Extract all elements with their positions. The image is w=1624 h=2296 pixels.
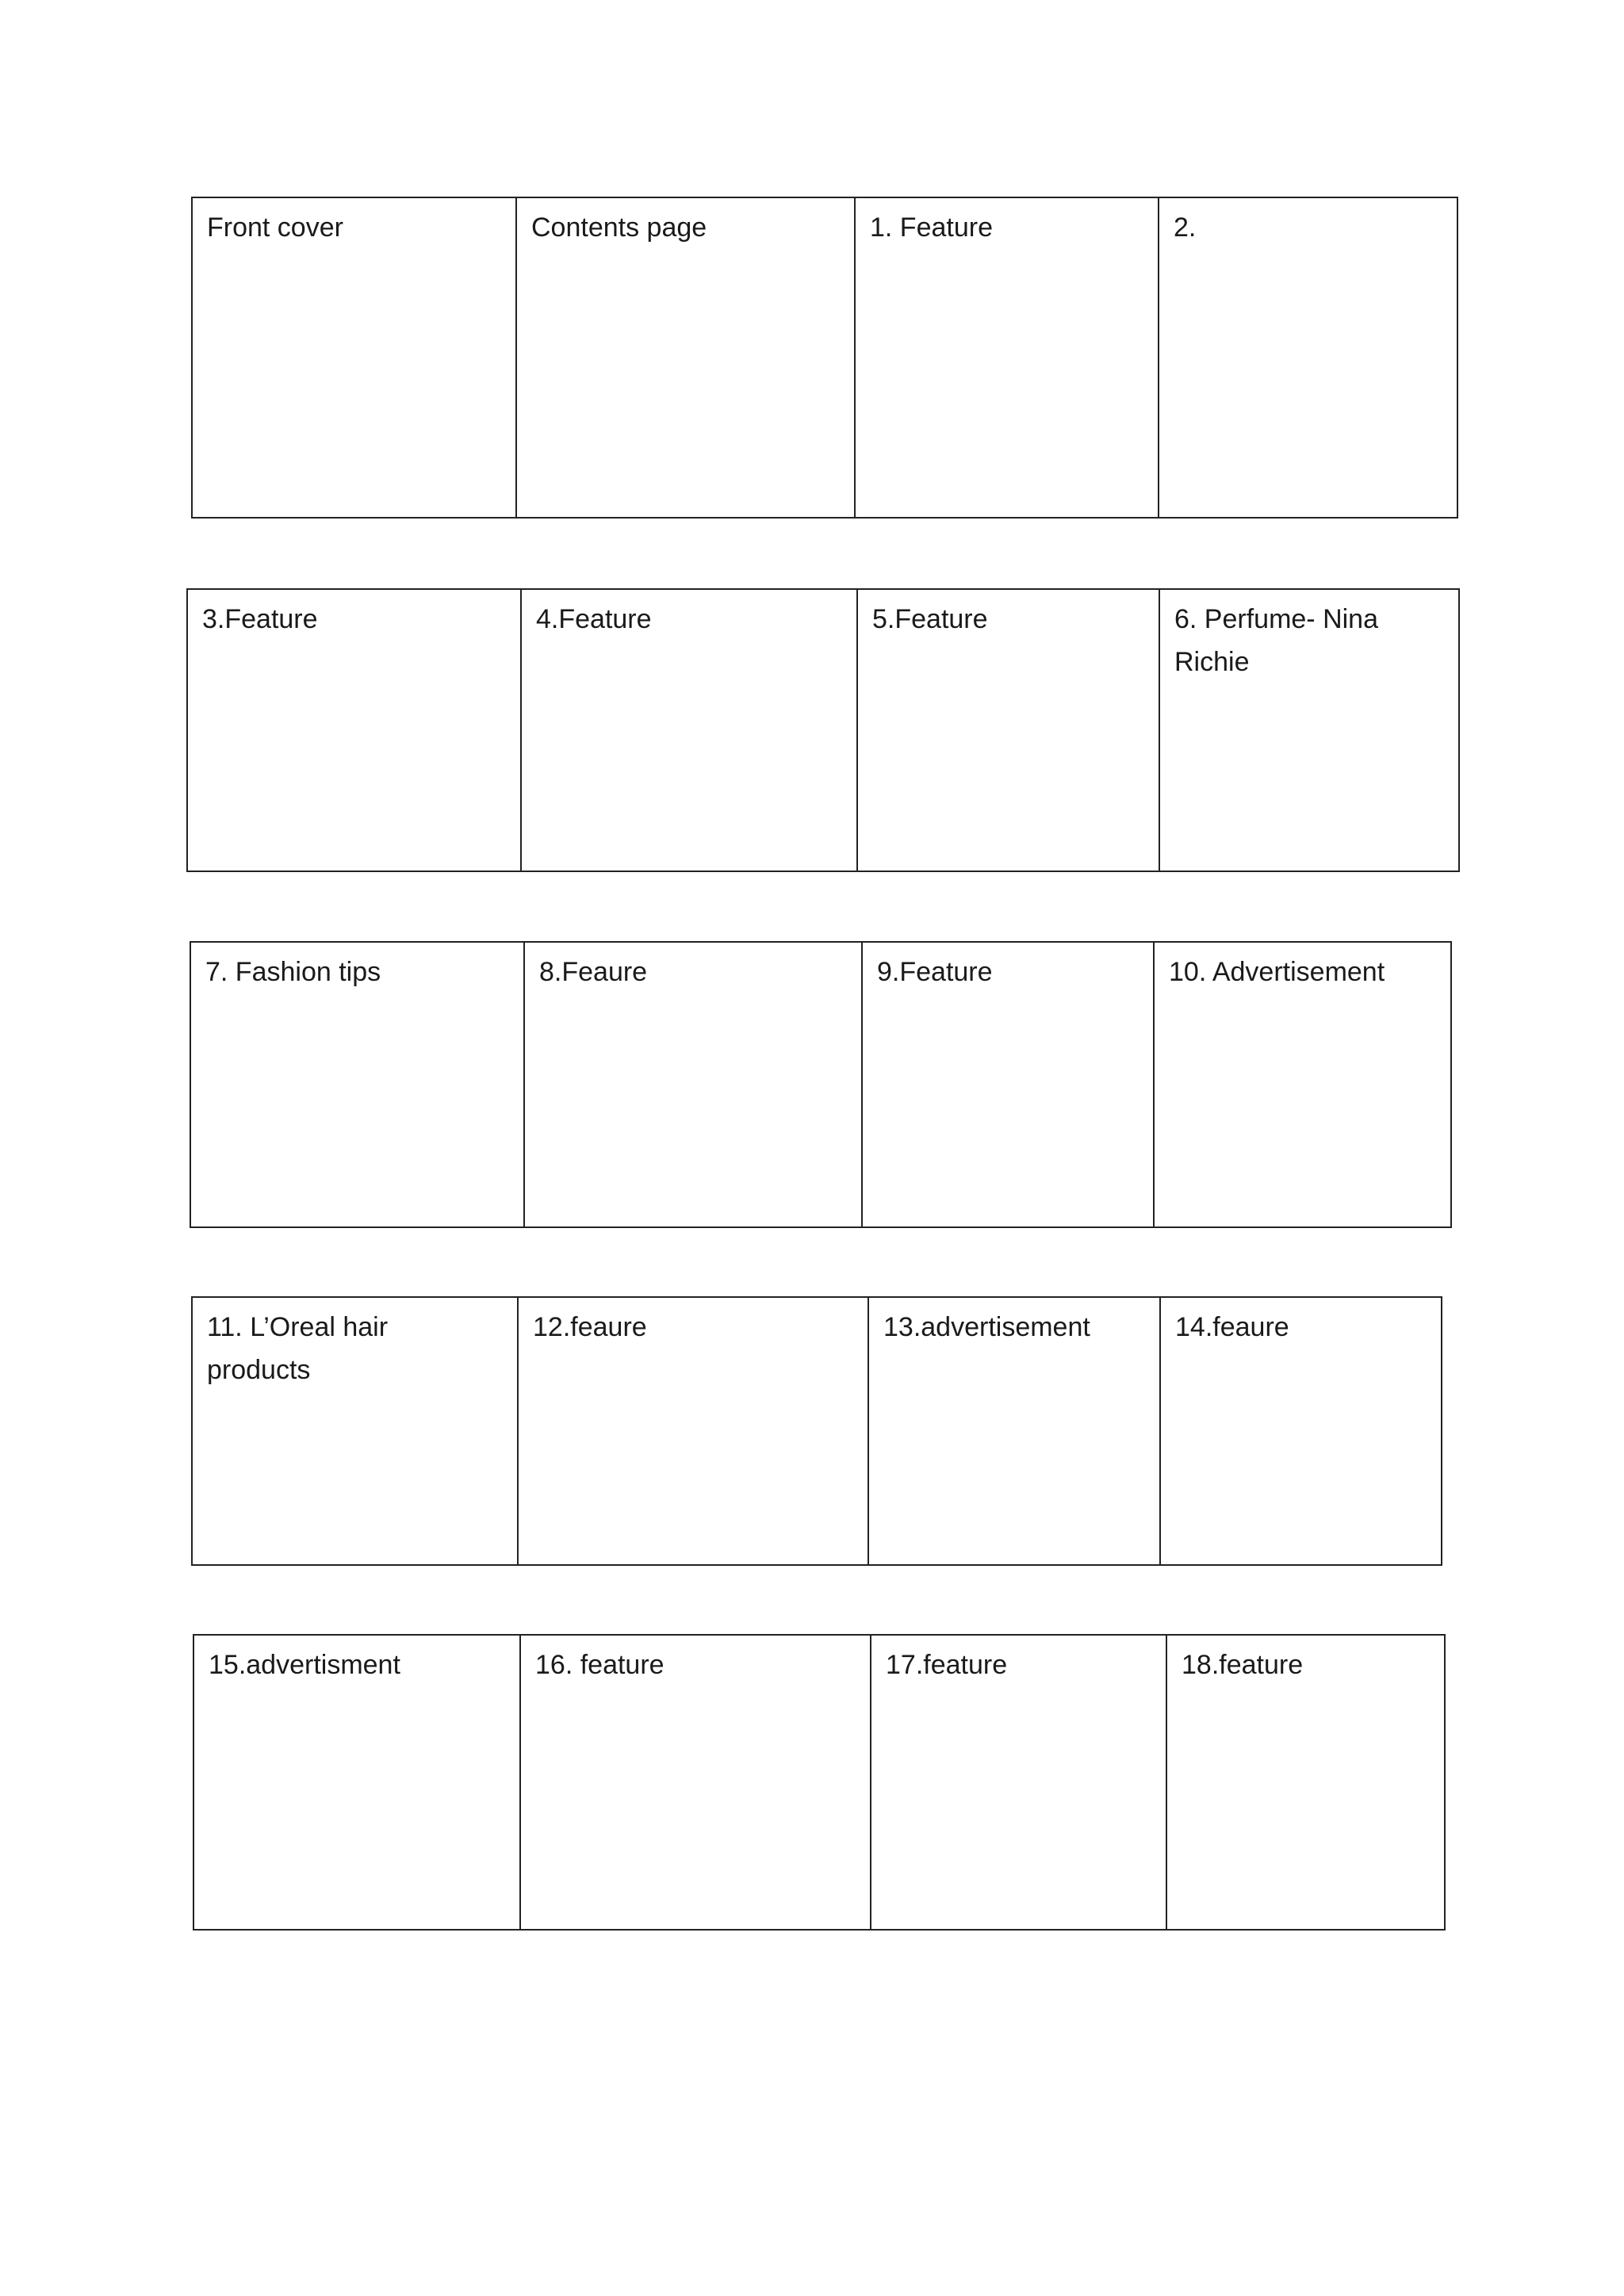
cell-label: 7. Fashion tips <box>205 957 381 987</box>
cell-page-7 <box>190 942 524 1227</box>
cell-page-9 <box>862 942 1154 1227</box>
cell-label: Front cover <box>207 212 343 243</box>
cell-label: 10. Advertisement <box>1169 957 1385 987</box>
cell-page-16 <box>520 1635 871 1930</box>
cell-front-cover <box>192 197 516 518</box>
cell-label: 5.Feature <box>872 604 988 634</box>
cell-label: Contents page <box>531 212 707 243</box>
page-plan-table-3 <box>190 941 1452 1228</box>
cell-label: 14.feaure <box>1175 1312 1289 1342</box>
cell-label: 11. L’Oreal hair products <box>207 1312 389 1385</box>
cell-page-5 <box>857 589 1159 871</box>
cell-label: 6. Perfume- Nina Richie <box>1174 604 1378 677</box>
cell-page-6 <box>1159 589 1459 871</box>
cell-page-13 <box>868 1297 1160 1565</box>
page-plan-table-4 <box>191 1296 1442 1566</box>
cell-page-10 <box>1154 942 1451 1227</box>
page-plan-table-1 <box>191 197 1458 519</box>
cell-label: 9.Feature <box>877 957 993 987</box>
cell-label: 17.feature <box>886 1650 1008 1680</box>
cell-label: 16. feature <box>535 1650 665 1680</box>
cell-page-11 <box>192 1297 518 1565</box>
page-plan-table-5 <box>193 1634 1446 1931</box>
cell-page-12 <box>518 1297 868 1565</box>
cell-page-18 <box>1166 1635 1445 1930</box>
cell-page-1 <box>855 197 1159 518</box>
cell-page-14 <box>1160 1297 1442 1565</box>
cell-page-3 <box>187 589 521 871</box>
cell-label: 8.Feaure <box>539 957 648 987</box>
cell-label: 3.Feature <box>202 604 318 634</box>
cell-label: 1. Feature <box>870 212 993 243</box>
cell-label: 12.feaure <box>533 1312 647 1342</box>
cell-label: 2. <box>1174 212 1197 243</box>
cell-label: 4.Feature <box>536 604 652 634</box>
cell-contents-page <box>516 197 855 518</box>
cell-label: 18.feature <box>1182 1650 1304 1680</box>
page-plan-table-2 <box>186 588 1460 872</box>
cell-label: 15.advertisment <box>209 1650 400 1680</box>
cell-page-15 <box>193 1635 520 1930</box>
cell-label: 13.advertisement <box>883 1312 1090 1342</box>
cell-page-2 <box>1159 197 1457 518</box>
cell-page-4 <box>521 589 857 871</box>
cell-page-8 <box>524 942 862 1227</box>
cell-page-17 <box>871 1635 1166 1930</box>
